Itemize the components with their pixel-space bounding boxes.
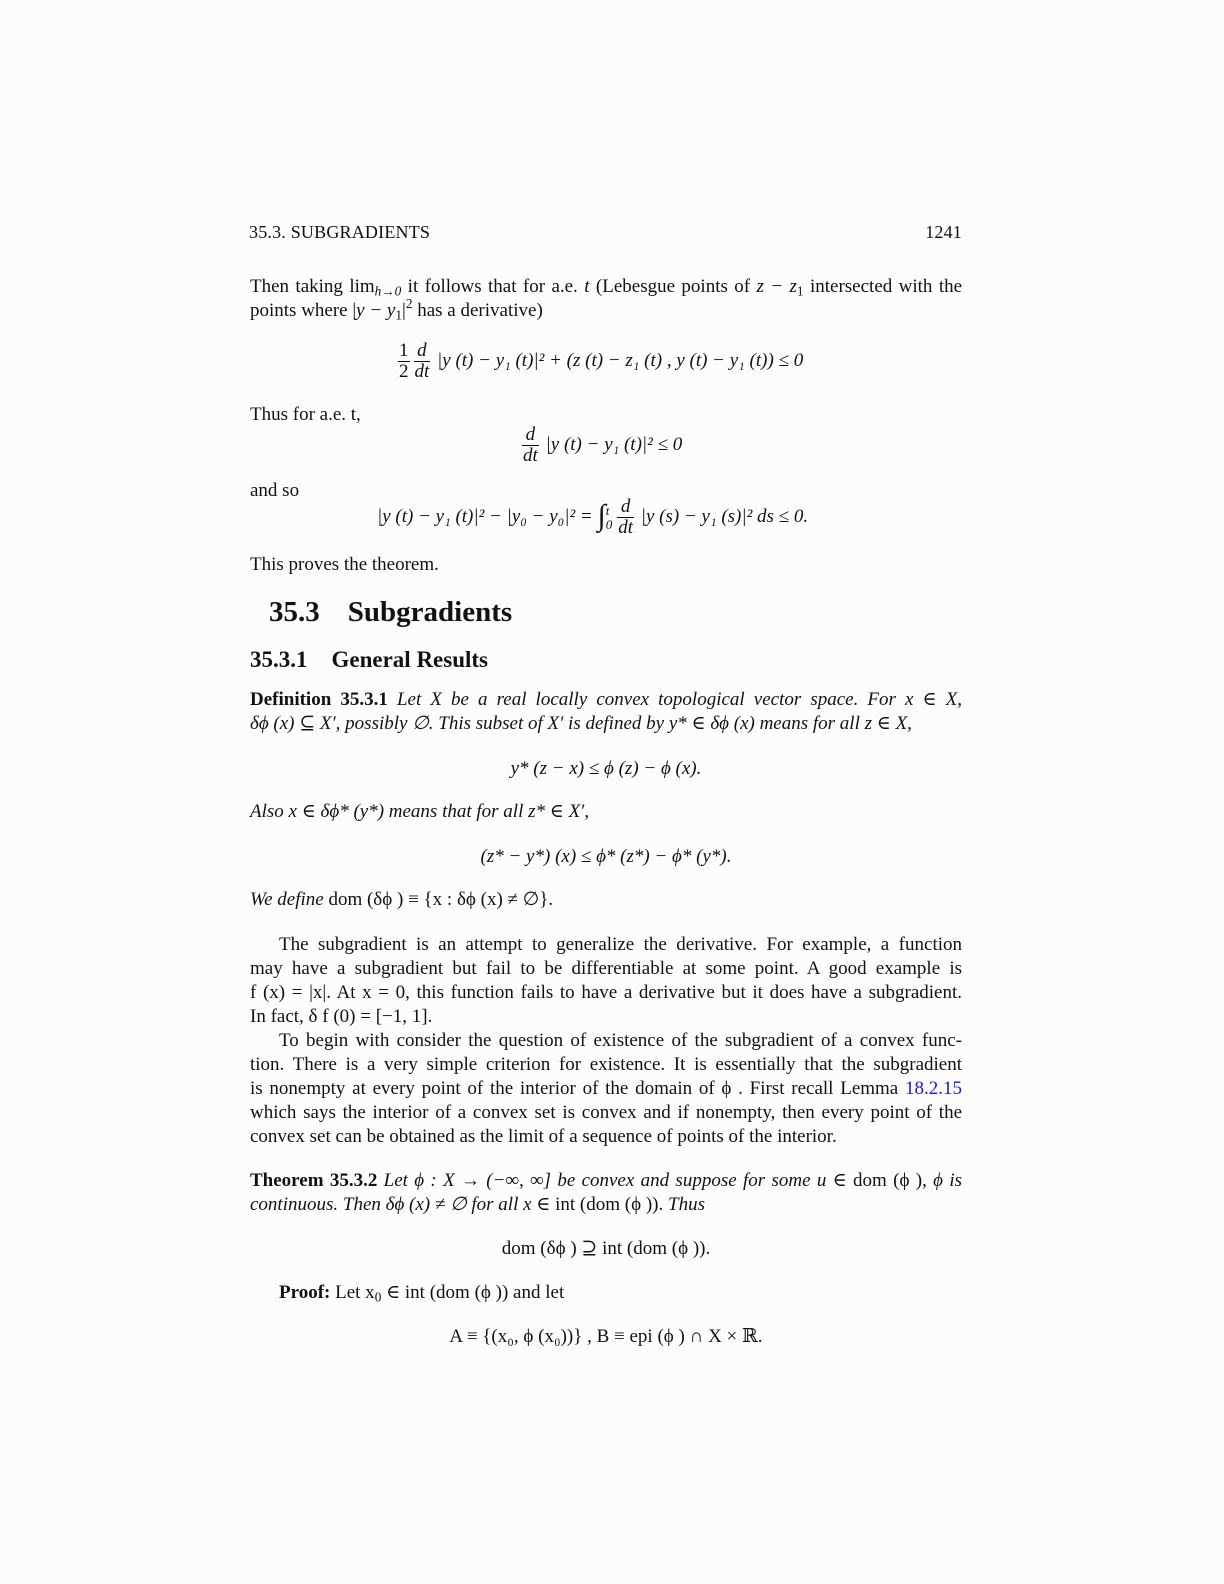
text: it follows that for a.e. <box>401 276 585 297</box>
text: We define <box>250 889 324 910</box>
text: ϕ is <box>933 1170 962 1191</box>
subsection-title: General Results <box>331 647 489 672</box>
equation-3 <box>377 497 808 538</box>
proves-line: This proves the theorem. <box>250 554 439 575</box>
section-number: 35.3 <box>269 596 320 628</box>
theorem-line-2 <box>250 1193 705 1217</box>
definition-line-1 <box>250 688 962 712</box>
definition-text: Let X be a real locally convex topological vector space. For x ∈ X, <box>396 689 962 710</box>
denominator: 2 <box>399 361 409 382</box>
para1-line-3: f (x) = |x|. At x = 0, this function fails to have a derivative but it does have a subgradient. <box>250 982 962 1003</box>
math-var: t <box>584 276 590 297</box>
subsection-heading <box>250 648 488 672</box>
thus-line: Thus for a.e. t, <box>250 404 361 425</box>
theorem-equation: dom (δϕ ) ⊇ int (dom (ϕ )). <box>501 1238 711 1259</box>
text: has a derivative) <box>412 300 543 321</box>
proof-equation: A ≡ {(x₀, ϕ (x₀))} , B ≡ epi (ϕ ) ∩ X × ℝ. <box>449 1326 763 1347</box>
equation-body: |y (t) − y₁ (t)|² + (z (t) − z₁ (t) , y (t) − y₁ (t)) ≤ 0 <box>437 349 804 371</box>
denominator: dt <box>414 361 430 382</box>
math-expr: int (dom (ϕ )). <box>555 1194 669 1215</box>
running-title: 35.3. SUBGRADIENTS <box>249 222 431 242</box>
fraction-derivative <box>617 497 634 538</box>
subscript: 0 <box>374 1289 382 1305</box>
text: Thus <box>668 1194 705 1215</box>
denominator: dt <box>618 517 633 538</box>
fraction-half <box>398 341 410 382</box>
definition-also-line: Also x ∈ δϕ* (y*) means that for all z* ∈ X′, <box>250 801 590 822</box>
para1-line-4: In fact, δ f (0) = [−1, 1]. <box>250 1006 433 1027</box>
definition-equation-b: (z* − y*) (x) ≤ ϕ* (z*) − ϕ* (y*). <box>480 846 732 867</box>
text: (Lebesgue points of <box>589 276 757 297</box>
subsection-number: 35.3.1 <box>250 647 308 672</box>
equation-body: |y (t) − y₁ (t)|² ≤ 0 <box>545 433 683 455</box>
and-so-line: and so <box>250 480 300 501</box>
proof-line <box>279 1281 564 1305</box>
definition-equation-a: y* (z − x) ≤ ϕ (z) − ϕ (x). <box>510 758 702 779</box>
section-heading <box>269 596 513 628</box>
text: is nonempty at every point of the interior of the domain of ϕ . First recall Lemma <box>250 1078 905 1099</box>
para1-line-1: The subgradient is an attempt to generalize the derivative. For example, a function <box>279 934 962 955</box>
text: ∈ int (dom (ϕ )) and let <box>381 1282 565 1303</box>
superscript: 2 <box>405 296 413 312</box>
intro-line-2 <box>250 296 543 323</box>
fraction-derivative <box>414 341 431 382</box>
definition-label: Definition 35.3.1 <box>250 689 388 710</box>
section-title: Subgradients <box>347 596 513 628</box>
numerator: 1 <box>399 340 409 361</box>
definition-line-2: δϕ (x) ⊆ X′, possibly ∅. This subset of X′ is defined by y* ∈ δϕ (x) means for all z ∈ X, <box>250 713 912 734</box>
integral-sign: ∫ <box>597 498 606 532</box>
para2-line-4: which says the interior of a convex set is convex and if nonempty, then every point of the <box>250 1102 962 1123</box>
numerator: d <box>617 497 634 518</box>
para1-line-2: may have a subgradient but fail to be differentiable at some point. A good example is <box>250 958 962 979</box>
lemma-link[interactable]: 18.2.15 <box>905 1078 962 1099</box>
denominator: dt <box>523 445 538 466</box>
equation-rhs: |y (s) − y₁ (s)|² ds ≤ 0. <box>640 505 809 527</box>
intro-line-1 <box>250 275 962 299</box>
text: continuous. Then δϕ (x) ≠ ∅ for all x ∈ <box>250 1194 556 1215</box>
para2-line-2: tion. There is a very simple criterion for existence. It is essentially that the subgradient <box>250 1054 962 1075</box>
page-number: 1241 <box>925 222 962 242</box>
para2-line-5: convex set can be obtained as the limit of a sequence of points of the interior. <box>250 1126 837 1147</box>
text: intersected with the <box>803 276 963 297</box>
equation-1 <box>396 341 803 382</box>
text: Then taking lim <box>250 276 375 297</box>
subscript: 1 <box>395 307 403 323</box>
integral-lower: 0 <box>605 516 613 532</box>
math-expr: y − y <box>356 300 396 321</box>
fraction-derivative <box>522 425 539 466</box>
equation-2 <box>520 425 682 466</box>
text: | <box>402 300 406 321</box>
limit-subscript: h→0 <box>374 283 402 299</box>
para2-line-3 <box>250 1077 962 1101</box>
text: Let ϕ : X → (−∞, ∞] be convex and suppose for some u ∈ <box>383 1170 854 1191</box>
numerator: d <box>414 341 431 362</box>
math-expr: dom (ϕ ), <box>853 1170 934 1191</box>
equation-lhs: |y (t) − y₁ (t)|² − |y₀ − y₀|² = <box>377 505 593 527</box>
proof-label: Proof: <box>279 1282 331 1303</box>
theorem-line-1 <box>250 1169 962 1193</box>
math-expr: z − z <box>756 276 797 297</box>
numerator: d <box>522 425 539 446</box>
theorem-label: Theorem 35.3.2 <box>250 1170 378 1191</box>
subscript: 1 <box>796 283 804 299</box>
text: points where | <box>250 300 357 321</box>
para2-line-1: To begin with consider the question of existence of the subgradient of a convex func- <box>279 1030 962 1051</box>
math-expr: dom (δϕ ) ≡ {x : δϕ (x) ≠ ∅}. <box>323 889 554 910</box>
integral-upper: t <box>605 502 610 518</box>
text: Let x <box>330 1282 375 1303</box>
integral-limits <box>606 504 613 532</box>
definition-define-line <box>250 888 553 912</box>
